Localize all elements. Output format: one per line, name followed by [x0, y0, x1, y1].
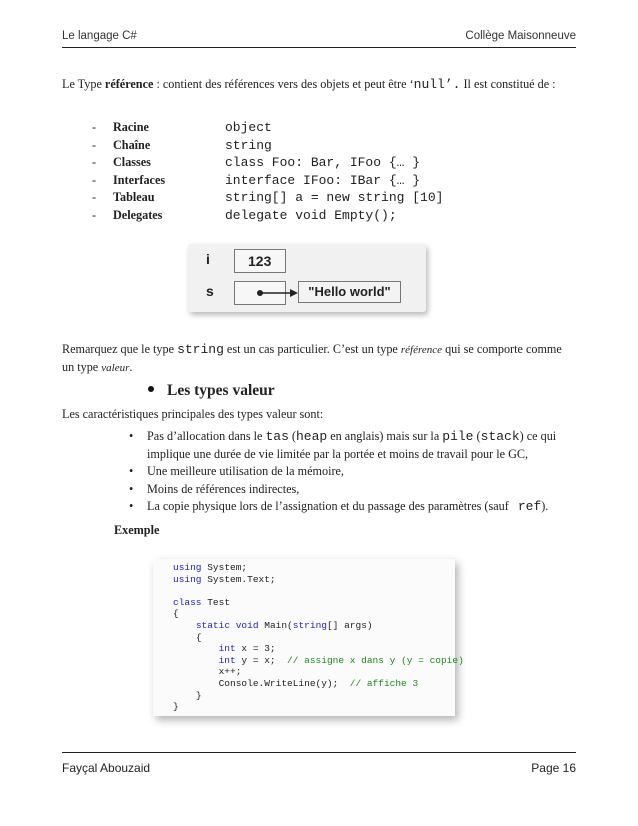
list-item: • La copie physique lors de l’assignation et du passage des paramètres (sauf ref).	[129, 499, 549, 514]
section-intro: Les caractéristiques principales des types valeur sont:	[62, 407, 324, 421]
intro-null-code: null’.	[413, 77, 461, 92]
footer-author: Fayçal Abouzaid	[62, 761, 151, 775]
remark-string-code: string	[177, 342, 224, 357]
hello-world-string: "Hello world"	[298, 281, 401, 303]
list-item: • Une meilleure utilisation de la mémoire,	[129, 464, 344, 478]
footer-rule	[62, 752, 576, 753]
list-item: • Pas d’allocation dans le tas (heap en anglais) mais sur la pile (stack) ce qui implique une durée de vie limitée par la portée et moins de travail pour le GC,	[129, 429, 557, 461]
section-heading: Les types valeur	[148, 382, 275, 400]
intro-bold-term: référence	[104, 77, 154, 91]
variable-i-label: i	[206, 251, 210, 267]
bullet-icon	[148, 386, 154, 392]
code-sample: using System; using System.Text; class Test { static void Main(string[] args) { int x = 3; int y = x; // assigne x dans y (y = copie) x++; Console.WriteLine(y); // affiche 3 } }	[153, 559, 455, 716]
list-item: • Moins de références indirectes,	[129, 481, 300, 496]
value-type-list	[129, 428, 569, 516]
header-institution: Collège Maisonneuve	[465, 30, 576, 42]
page-header	[62, 30, 576, 46]
page-number: Page 16	[531, 761, 576, 775]
memory-diagram	[188, 244, 426, 312]
example-label: Exemple	[114, 523, 160, 537]
remark-paragraph: Remarquez que le type string est un cas particulier. C’est un type référence qui se comporte comme un type valeur.	[62, 342, 562, 374]
intro-paragraph: Le Type référence : contient des références vers des objets et peut être ‘null’. Il est constitué de :	[62, 77, 556, 92]
value-123: 123	[248, 253, 272, 269]
header-rule	[62, 47, 576, 48]
variable-s-label: s	[206, 283, 214, 299]
header-title: Le langage C#	[62, 30, 137, 42]
